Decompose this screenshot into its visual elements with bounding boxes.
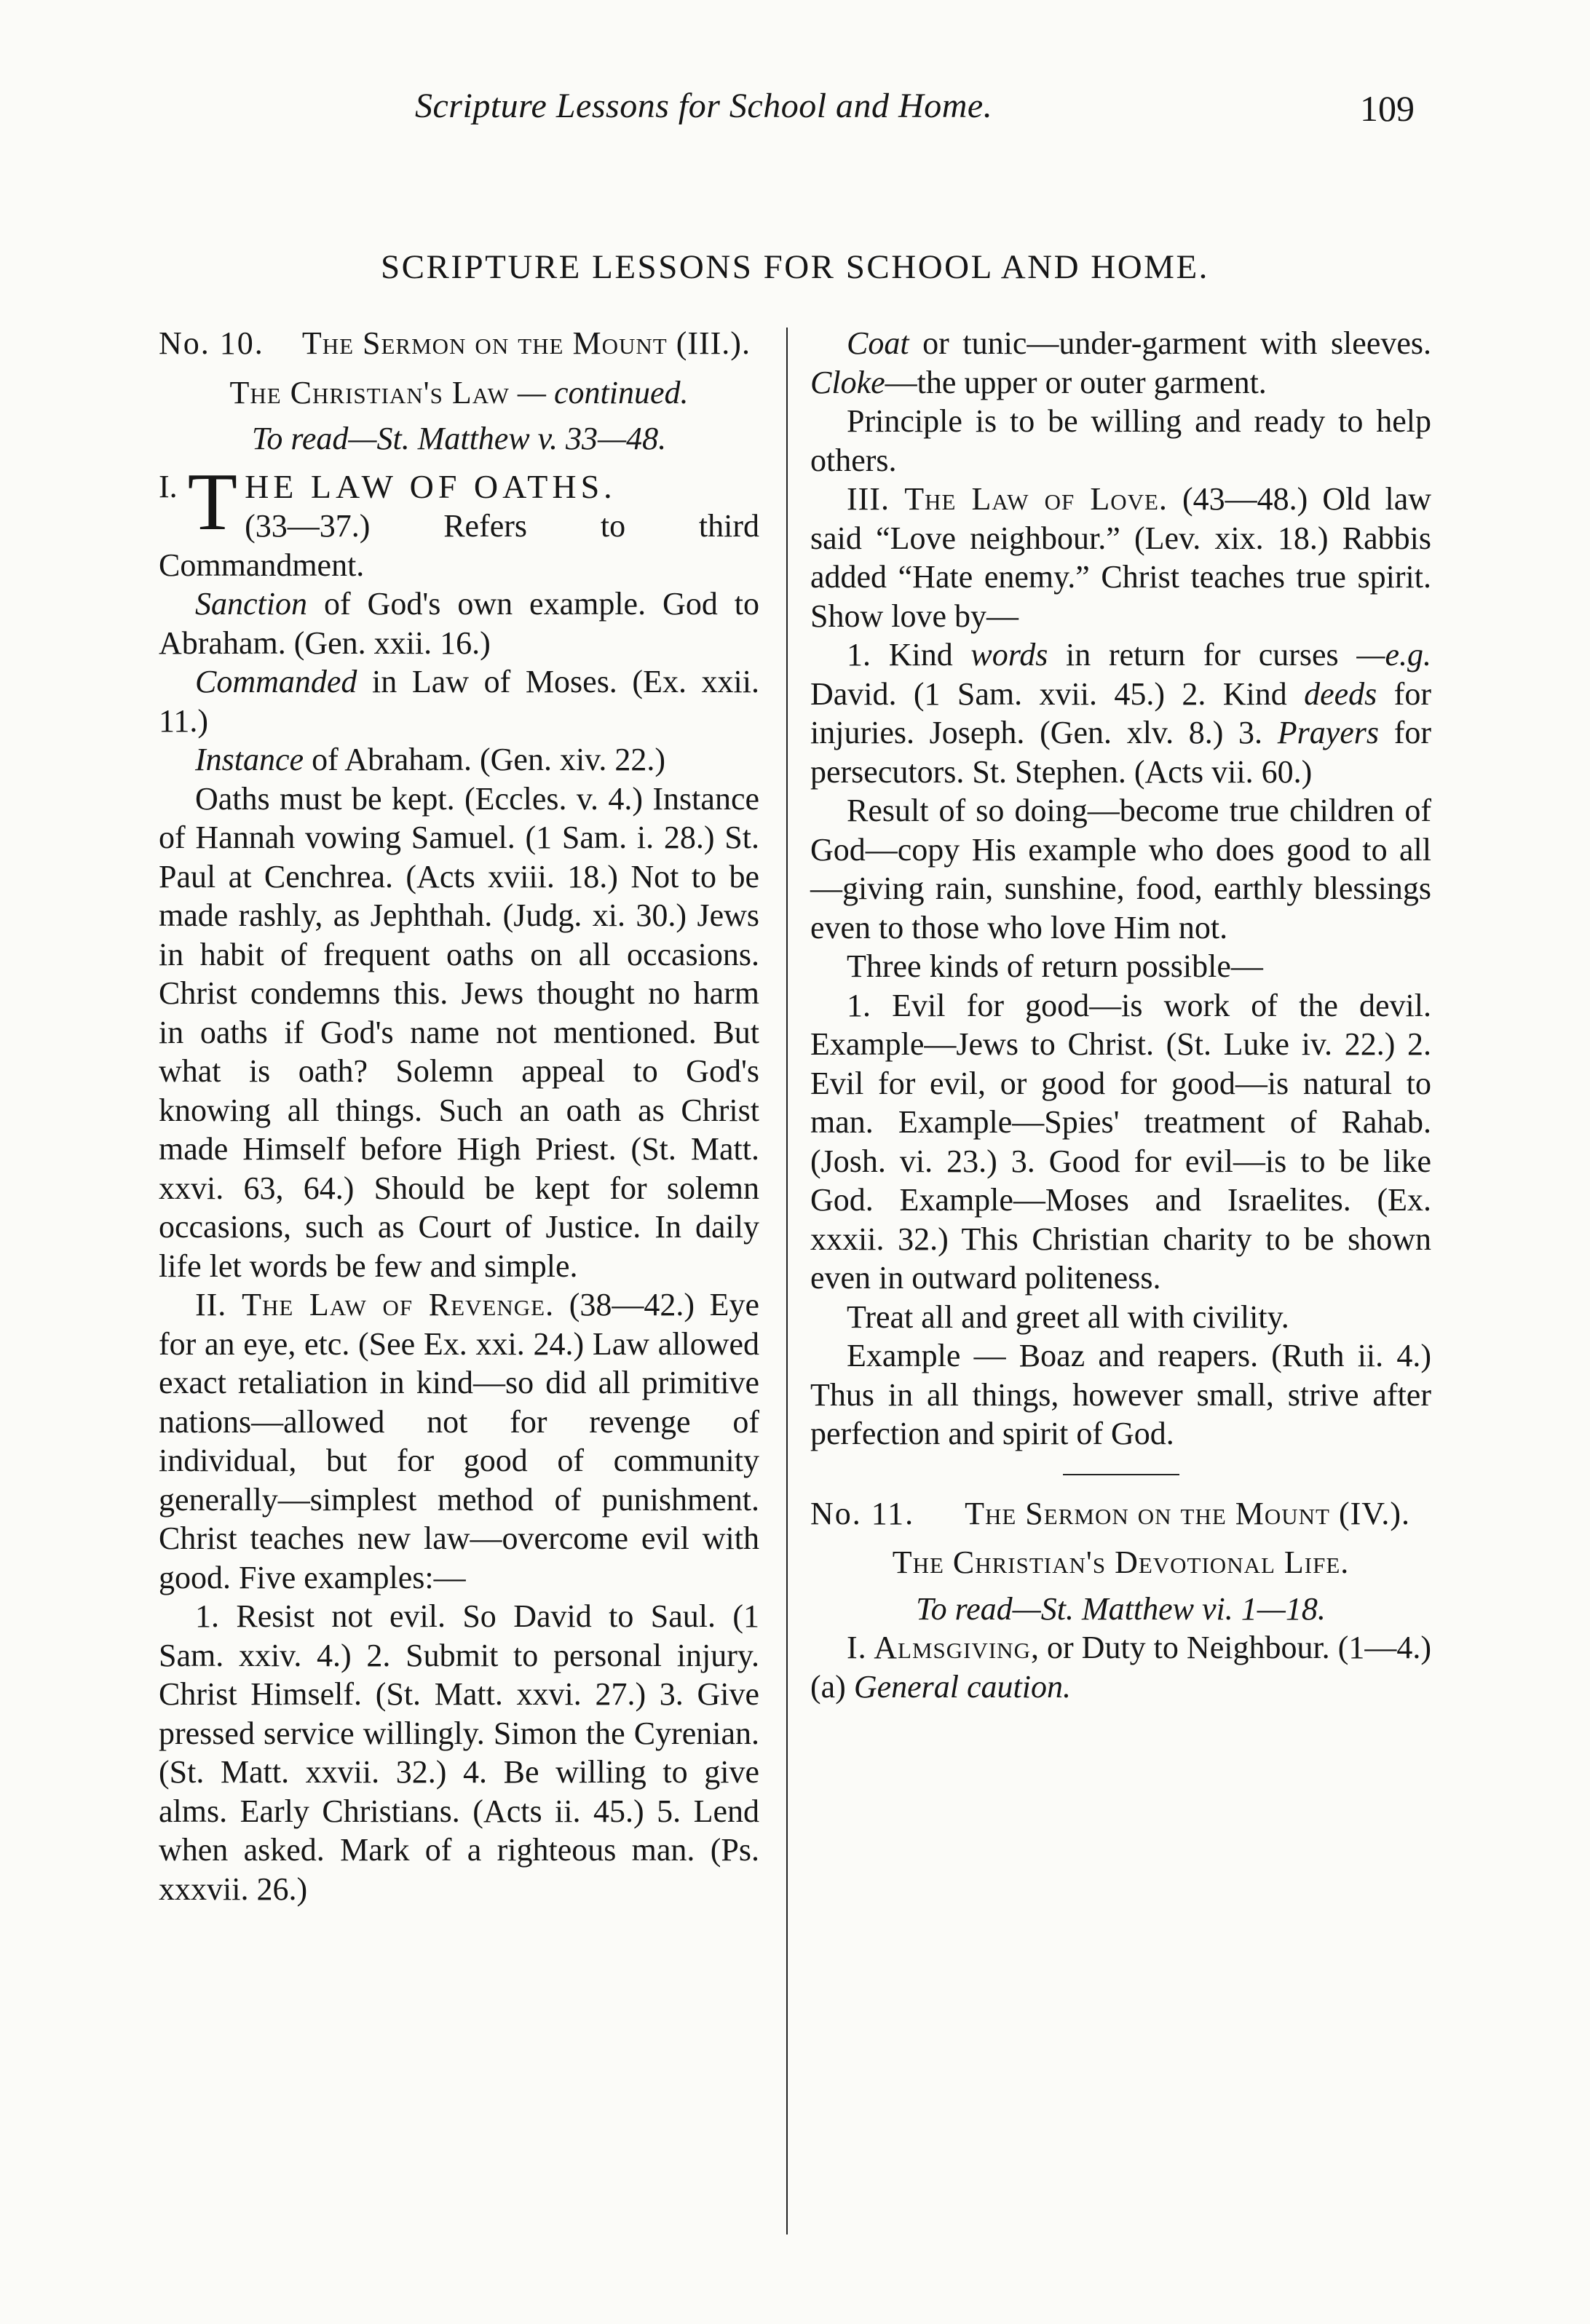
section-3-text: (43—48.) Old law said “Love neighbour.” (Lev. xix. 18.) Rabbis added “Hate enemy.” Christ teaches true spirit. Show love by—	[810, 481, 1431, 634]
section-2-heading: II. The Law of Revenge.	[195, 1287, 555, 1322]
example-paragraph: Example — Boaz and reapers. (Ruth ii. 4.) Thus in all things, however small, strive after perfection and spirit of God.	[810, 1338, 1431, 1451]
section-1-intro: (33—37.) Refers to third Commandment.	[159, 508, 759, 583]
oaths-paragraph: Oaths must be kept. (Eccles. v. 4.) Instance of Hannah vowing Samuel. (1 Sam. i. 28.) St. Paul at Cenchrea. (Acts xviii. 18.) Not to be made rashly, as Jephthah. (Judg. xi. 30.) Jews in habit of frequent oaths on all occasions. Christ condemns this. Jews thought no harm in oaths if God's name not mentioned. But what is oath? Solemn appeal to God's knowing all things. Such an oath as Christ made Himself before High Priest. (St. Matt. xxvi. 63, 64.) Should be kept for solemn occasions, such as Court of Justice. In daily life let words be few and simple.	[159, 780, 759, 1284]
drop-cap: T	[187, 456, 238, 547]
left-column	[159, 324, 759, 1908]
lesson-10-number: No. 10.	[159, 325, 264, 361]
coat-paragraph	[810, 324, 1431, 402]
lesson-10-subtitle	[159, 373, 759, 413]
commanded-text: in Law of Moses. (Ex. xxii. 11.)	[159, 664, 759, 739]
result-paragraph: Result of so doing—become true children of God—copy His example who does good to all—giving rain, sunshine, food, earthly blessings even to those who love Him not.	[810, 793, 1431, 945]
lesson-10-to-read: To read—St. Matthew v. 33—48.	[251, 421, 667, 456]
almsgiving-paragraph	[810, 1628, 1431, 1706]
lesson-11-number: No. 11.	[810, 1495, 915, 1531]
return-paragraph: 1. Evil for good—is work of the devil. Example—Jews to Christ. (St. Luke iv. 22.) 2. Evil for evil, or good for good—is natural to man. Example—Spies' treatment of Rahab. (Josh. vi. 23.) 3. Good for evil—is to be like God. Example—Moses and Israelites. (Ex. xxxii. 32.) This Christian charity to be shown even in outward politeness.	[810, 987, 1431, 1296]
page-number: 109	[1360, 88, 1415, 129]
subtitle-law: The Christian's Law	[229, 374, 510, 411]
principle-paragraph: Principle is to be willing and ready to help others.	[810, 403, 1431, 478]
lesson-11-subtitle: The Christian's Devotional Life.	[892, 1544, 1350, 1580]
kind-text: for injuries. Joseph. (Gen. xlv. 8.) 3.	[810, 675, 1431, 750]
sanction-text: of God's own example. God to Abraham. (Gen. xxii. 16.)	[159, 586, 759, 661]
instance-label: Instance	[195, 742, 304, 777]
love-paragraph	[810, 480, 1431, 635]
running-head	[0, 86, 1590, 137]
kind-words: words	[970, 637, 1048, 673]
instance-text: of Abraham. (Gen. xiv. 22.)	[304, 742, 665, 777]
kind-text: David. (1 Sam. xvii. 45.) 2. Kind	[810, 675, 1305, 712]
almsgiving-heading: I. Almsgiving	[847, 1630, 1031, 1665]
kind-text: in return for curses	[1048, 637, 1357, 673]
section-separator	[1063, 1474, 1179, 1475]
running-title: Scripture Lessons for School and Home.	[415, 87, 993, 125]
coat-label: Coat	[847, 325, 909, 361]
column-divider	[786, 328, 788, 2234]
section-1-number: I.	[159, 468, 178, 504]
commanded-label: Commanded	[195, 664, 357, 699]
kind-paragraph	[810, 635, 1431, 791]
revenge-paragraph	[159, 1285, 759, 1597]
examples-paragraph: 1. Resist not evil. So David to Saul. (1 Sam. xxiv. 4.) 2. Submit to personal injury. Christ Himself. (St. Matt. xxvi. 27.) 3. Give pressed service willingly. Simon the Cyrenian. (St. Matt. xxvii. 32.) 4. Be willing to give alms. Early Christians. (Acts ii. 45.) 5. Lend when asked. Mark of a righteous man. (Ps. xxxvii. 26.)	[159, 1598, 759, 1907]
lesson-11-heading: The Sermon on the Mount (IV.).	[965, 1495, 1411, 1531]
lesson-11-heading-line	[810, 1494, 1431, 1534]
subtitle-continued: — continued.	[517, 374, 689, 411]
commanded-paragraph	[159, 662, 759, 740]
kind-text: 1. Kind	[847, 637, 971, 673]
cloke-label: Cloke	[810, 364, 885, 400]
sanction-paragraph	[159, 584, 759, 662]
almsgiving-text: , or Duty to Neighbour. (1—4.) (a)	[810, 1630, 1432, 1705]
sanction-label: Sanction	[195, 586, 307, 622]
section-3-heading: III. The Law of Love.	[847, 481, 1168, 517]
lesson-10-heading-line	[159, 324, 759, 363]
treat-paragraph: Treat all and greet all with civility.	[847, 1298, 1289, 1335]
three-kinds-paragraph: Three kinds of return possible—	[847, 948, 1263, 984]
right-column	[810, 324, 1431, 1706]
kind-eg: —e.g.	[1356, 637, 1432, 673]
kind-prayers: Prayers	[1277, 715, 1380, 750]
page-title: SCRIPTURE LESSONS FOR SCHOOL AND HOME.	[381, 248, 1209, 286]
kind-text: for persecutors. St. Stephen. (Acts vii. 60.)	[810, 715, 1431, 790]
instance-paragraph	[159, 740, 759, 780]
section-1-heading: HE LAW OF OATHS.	[245, 467, 617, 505]
section-2-text: (38—42.) Eye for an eye, etc. (See Ex. xxi. 24.) Law allowed exact retaliation in kind—so did all primitive nations—allowed not for revenge of individual, but for good of community generally—simplest method of punishment. Christ teaches new law—overcome evil with good. Five examples:—	[159, 1287, 759, 1595]
lesson-10-heading: The Sermon on the Mount (III.).	[301, 325, 751, 361]
section-oaths	[159, 456, 759, 585]
lesson-11-to-read: To read—St. Matthew vi. 1—18.	[916, 1590, 1326, 1627]
cloke-text: —the upper or outer garment.	[885, 364, 1267, 400]
general-caution: General caution.	[853, 1668, 1072, 1705]
kind-deeds: deeds	[1304, 675, 1377, 712]
coat-text: or tunic—under-garment with sleeves.	[909, 325, 1431, 361]
